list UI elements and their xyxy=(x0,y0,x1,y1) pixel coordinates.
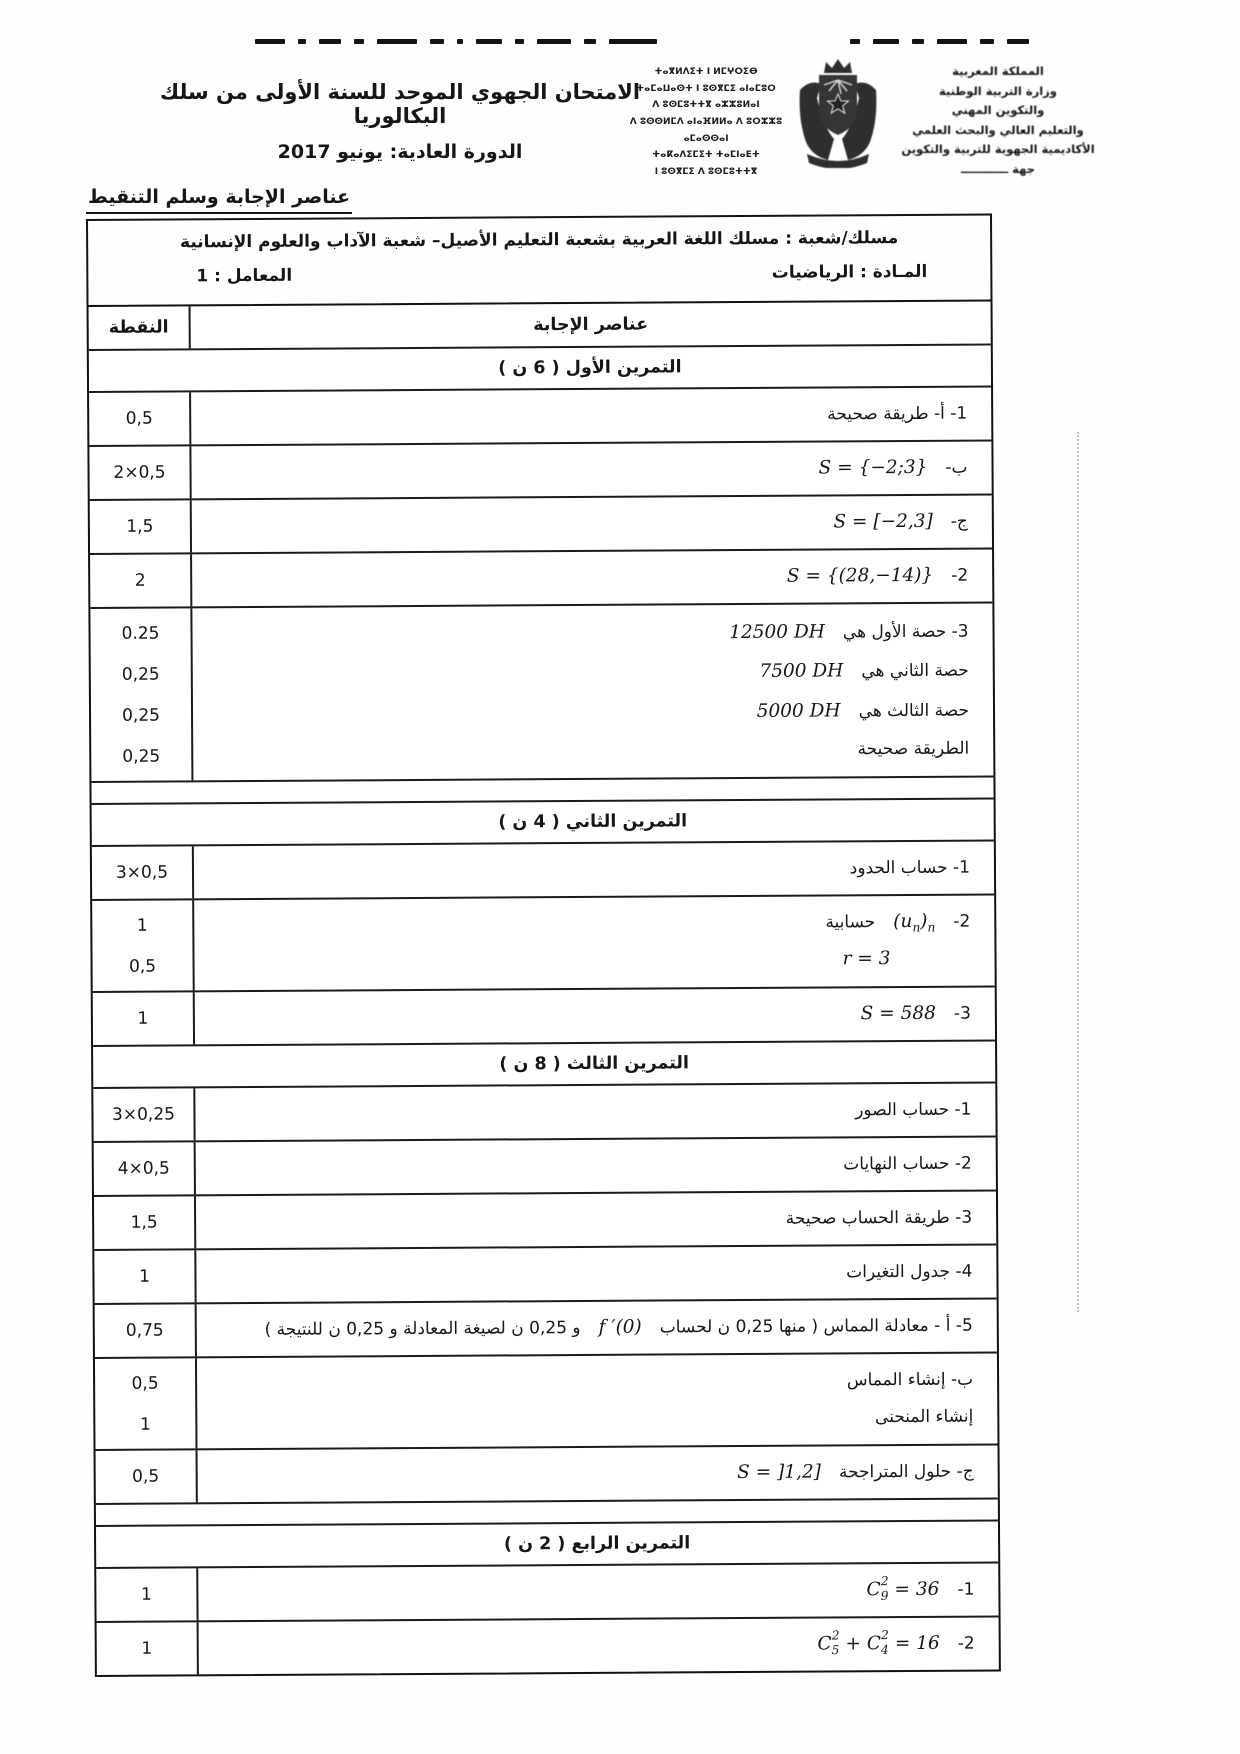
arabic-text: 4- جدول التغيرات xyxy=(846,1261,973,1283)
arabic-text: حصة الثاني هي xyxy=(861,660,969,682)
score-value: 1 xyxy=(139,1414,151,1435)
answer-line xyxy=(203,452,967,487)
exam-title: الامتحان الجهوي الموحد للسنة الأولى من سلك البكالوريا xyxy=(159,80,641,128)
score-value: 0,5 xyxy=(132,1466,160,1487)
answer-cell xyxy=(196,1245,996,1302)
score-cell xyxy=(89,392,191,445)
math-expression: r = 3 xyxy=(842,948,891,970)
answer-line xyxy=(208,1150,972,1183)
arabic-text: ج- xyxy=(950,511,968,532)
table-row xyxy=(94,1243,996,1303)
section-title: التمرين الثاني ( 4 ن ) xyxy=(498,811,688,833)
score-value: 3×0,25 xyxy=(111,1104,175,1125)
answer-cell xyxy=(198,1563,998,1620)
document-body xyxy=(86,213,1001,1677)
math-expression: S = ]1,2] xyxy=(737,1461,821,1483)
scan-artifact-dotted-line xyxy=(1077,432,1079,1312)
score-cell xyxy=(95,1358,198,1449)
score-value: 0,25 xyxy=(122,746,161,767)
ministry-line-tifinagh: ⴷ ⵓⵙⵎⵓⵜⵜⴳ ⴰⵣⵣⵓⵍⴰⵏ xyxy=(652,100,760,111)
score-cell xyxy=(97,1622,199,1675)
answer-cell xyxy=(195,1083,995,1140)
score-value: 2 xyxy=(134,570,146,591)
score-value: 4×0,5 xyxy=(117,1158,170,1179)
ministry-line-arabic: المملكة المغربية xyxy=(952,64,1044,78)
score-value: 1 xyxy=(141,1638,153,1659)
table-row xyxy=(94,1189,996,1249)
answer-line xyxy=(208,1258,972,1291)
score-cell xyxy=(94,1196,196,1249)
ministry-line-tifinagh: ⵜⴰⵎⴰⵡⴰⵙⵜ ⵏ ⵓⵙⴳⵎⵉ ⴰⵏⴰⵎⵓⵔ xyxy=(636,83,776,94)
answer-line xyxy=(211,1628,975,1663)
answer-cell xyxy=(194,895,995,990)
answer-line xyxy=(209,1403,973,1436)
score-value: 2×0,5 xyxy=(113,462,166,483)
ministry-header-tifinagh xyxy=(626,64,786,180)
section-title: التمرين الرابع ( 2 ن ) xyxy=(503,1533,691,1555)
table-row xyxy=(90,547,992,607)
arabic-text: و 0,25 ن لصيغة المعادلة و 0,25 ن للنتيجة ) xyxy=(264,1317,581,1340)
arabic-text: 2- xyxy=(957,1633,975,1654)
score-cell xyxy=(90,554,192,607)
cutoff-text-fragment xyxy=(255,30,1185,44)
score-cell xyxy=(94,1250,196,1303)
score-value: 0.25 xyxy=(121,623,160,644)
score-value: 3×0,5 xyxy=(115,862,169,883)
answer-line xyxy=(209,1366,973,1399)
score-cell xyxy=(95,1304,197,1357)
answer-cell xyxy=(191,387,991,444)
arabic-text: 5- أ - معادلة المماس ( منها 0,25 ن لحساب xyxy=(659,1315,973,1338)
arabic-text: 1- حساب الحدود xyxy=(849,857,971,879)
ministry-line-arabic: الأكاديمية الجهوية للتربية والتكوين xyxy=(901,142,1095,157)
answer-line xyxy=(210,1456,974,1491)
arabic-text: 2- xyxy=(951,565,969,586)
math-expression: 12500 DH xyxy=(729,621,825,643)
ministry-line-arabic: والتعليم العالي والبحث العلمي xyxy=(912,122,1084,137)
arabic-text: 2- xyxy=(953,911,971,932)
math-expression: S = {−2;3} xyxy=(818,456,928,479)
table-header-row xyxy=(89,301,991,349)
math-expression: $(u_n)_n$ xyxy=(893,911,936,935)
answer-line xyxy=(204,616,968,651)
table-row xyxy=(95,1297,997,1357)
answer-line xyxy=(207,1096,971,1129)
score-cell xyxy=(93,1088,195,1141)
ministry-line-tifinagh: ⴷ ⵓⵙⵙⵍⵎⴷ ⴰⵏⴰⴼⵍⵍⴰ ⴷ ⵓⵔⵣⵣⵓ ⴰⵎⴰⵙⵙⴰⵏ xyxy=(629,116,783,144)
answer-line xyxy=(205,695,969,730)
answer-line xyxy=(208,1204,972,1237)
math-expression: $C_9^2 = 36$ xyxy=(866,1574,940,1603)
arabic-text: 1- أ- طريقة صحيحة xyxy=(827,403,968,425)
arabic-text: 3- حصة الأول هي xyxy=(842,621,969,642)
answer-line xyxy=(205,656,969,691)
score-value: 1 xyxy=(138,1266,150,1287)
table-row xyxy=(93,1081,995,1141)
score-value: 0,75 xyxy=(125,1320,164,1341)
score-cell xyxy=(94,1142,196,1195)
answer-line xyxy=(204,560,968,595)
answers-column-header: عناصر الإجابة xyxy=(533,314,649,336)
answer-line xyxy=(210,1574,974,1609)
answer-cell xyxy=(192,603,993,780)
answer-line xyxy=(207,998,971,1033)
answer-cell xyxy=(192,495,992,552)
score-value: 1,5 xyxy=(130,1212,158,1233)
ministry-line-tifinagh: ⵜⴰⴳⵍⴷⵉⵜ ⵏ ⵍⵎⵖⵔⵉⴱ xyxy=(654,67,758,77)
answer-cell xyxy=(194,841,994,898)
coefficient-label: المعامل : 1 xyxy=(196,265,293,287)
answer-line xyxy=(205,735,969,768)
answer-cell xyxy=(196,1137,996,1194)
math-expression: f ′(0) xyxy=(598,1316,642,1338)
score-value: 1 xyxy=(137,1008,149,1029)
arabic-text: حسابية xyxy=(825,912,876,933)
table-row xyxy=(93,985,995,1045)
arabic-text: ب- إنشاء المماس xyxy=(846,1370,974,1391)
answer-cell xyxy=(192,549,992,606)
score-value: 1,5 xyxy=(126,516,154,537)
score-cell xyxy=(96,1450,198,1503)
score-cell xyxy=(96,1568,198,1621)
section-title-row xyxy=(96,1519,998,1567)
table-row xyxy=(90,601,993,781)
ministry-header-arabic xyxy=(880,62,1116,179)
answer-line xyxy=(206,854,970,887)
table-row xyxy=(94,1135,996,1195)
table-row xyxy=(92,839,994,899)
arabic-text: 3- طريقة الحساب صحيحة xyxy=(785,1207,973,1229)
ministry-line-arabic: جهة ــــــــــــ xyxy=(960,161,1036,176)
table-row xyxy=(97,1615,999,1675)
answer-line xyxy=(206,944,970,979)
answer-key-heading: عناصر الإجابة وسلم التنقيط xyxy=(86,186,352,214)
math-expression: 7500 DH xyxy=(759,660,844,683)
score-cell xyxy=(90,608,193,781)
math-expression: S = 588 xyxy=(860,1002,936,1025)
arabic-text: 1- xyxy=(957,1579,975,1600)
table-row xyxy=(92,893,995,991)
answer-cell xyxy=(199,1617,999,1674)
score-value: 0,5 xyxy=(131,1373,159,1394)
arabic-text: ب- xyxy=(945,457,968,478)
section-title: التمرين الأول ( 6 ن ) xyxy=(498,357,682,379)
ministry-line-tifinagh: ⵏ ⵓⵙⴳⵎⵉ ⴷ ⵓⵙⵎⵓⵜⵜⴳ xyxy=(654,166,758,177)
section-title-row xyxy=(89,343,991,391)
score-value: 0,5 xyxy=(128,956,157,977)
table-row xyxy=(96,1561,998,1621)
answer-cell xyxy=(195,987,995,1044)
answer-line xyxy=(204,506,968,541)
answer-cell xyxy=(191,441,991,498)
score-column-header: النقطة xyxy=(89,306,191,349)
subject-label: المـادة : الرياضيات xyxy=(771,261,928,283)
section-title-row xyxy=(93,1039,995,1087)
math-expression: S = [−2,3] xyxy=(833,510,933,533)
subject-coefficient-line xyxy=(96,260,982,299)
arabic-text: ج- حلول المتراجحة xyxy=(838,1461,974,1483)
moroccan-coat-of-arms-icon xyxy=(792,52,884,168)
arabic-text: حصة الثالث هي xyxy=(858,700,970,722)
section-title: التمرين الثالث ( 8 ن ) xyxy=(499,1053,690,1075)
track-line: مسلك/شعبة : مسلك اللغة العربية بشعبة التعليم الأصيل– شعبة الآداب والعلوم الإنسانية xyxy=(179,228,899,253)
answer-cell xyxy=(198,1445,998,1502)
math-expression: $C_5^2 + C_4^2 = 16$ xyxy=(817,1628,940,1657)
answer-cell xyxy=(197,1299,997,1356)
answers-table xyxy=(87,299,1001,1677)
arabic-text: 3- xyxy=(953,1003,971,1024)
answer-line xyxy=(206,907,970,942)
ministry-line-arabic: والتكوين المهني xyxy=(951,103,1045,118)
score-cell xyxy=(93,992,195,1045)
ministry-line-tifinagh: ⵜⴰⴽⴰⴷⵉⵎⵉⵜ ⵜⴰⵎⵏⴰⴹⵜ xyxy=(652,150,760,161)
score-value: 0,25 xyxy=(121,664,160,685)
arabic-text: الطريقة صحيحة xyxy=(857,738,970,760)
arabic-text: إنشاء المنحنى xyxy=(874,1407,974,1428)
table-row xyxy=(89,385,991,445)
score-cell xyxy=(90,500,192,553)
table-row xyxy=(96,1443,998,1503)
answer-line xyxy=(203,400,967,433)
score-value: 0,5 xyxy=(125,408,153,429)
answer-cell xyxy=(197,1353,998,1448)
answer-line xyxy=(209,1310,973,1345)
table-row xyxy=(95,1351,998,1449)
arabic-text: 2- حساب النهايات xyxy=(843,1153,972,1175)
table-row xyxy=(89,439,991,499)
section-title-row xyxy=(92,797,994,845)
math-expression: 5000 DH xyxy=(756,700,841,722)
arabic-text: 1- حساب الصور xyxy=(855,1099,972,1121)
score-value: 1 xyxy=(136,915,148,936)
score-cell xyxy=(92,900,195,991)
ministry-line-arabic: وزارة التربية الوطنية xyxy=(939,83,1057,98)
score-value: 1 xyxy=(140,1584,152,1605)
table-row xyxy=(90,493,992,553)
score-cell xyxy=(92,846,194,899)
exam-info-box xyxy=(86,213,993,305)
math-expression: S = {(28,−14)} xyxy=(786,564,934,587)
exam-session-line: الدورة العادية: يونيو 2017 xyxy=(277,141,523,163)
score-value: 0,25 xyxy=(122,705,161,726)
score-cell xyxy=(89,446,191,499)
answer-cell xyxy=(196,1191,996,1248)
